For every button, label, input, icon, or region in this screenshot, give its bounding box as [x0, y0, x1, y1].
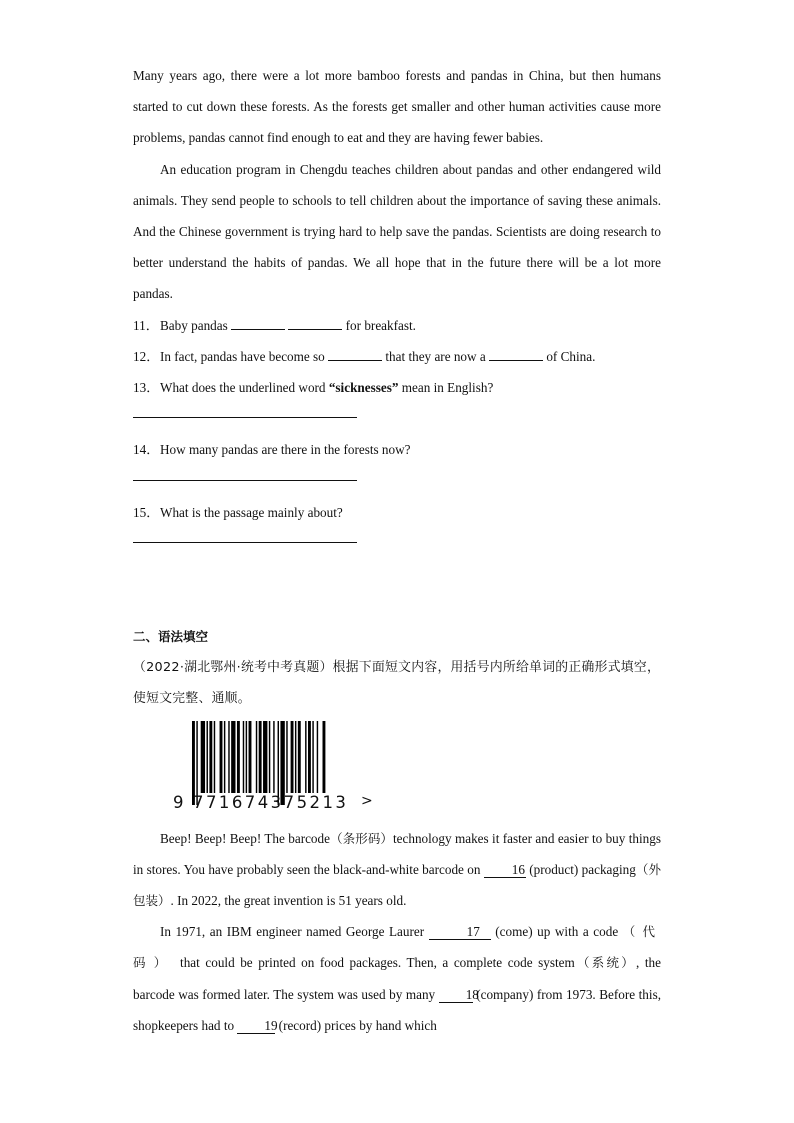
grammar-cn-note: （外包装）: [133, 861, 662, 909]
barcode-bar: [291, 721, 294, 793]
grammar-text: (come) up with a code: [495, 924, 619, 940]
barcode-bar: [273, 721, 274, 793]
barcode-bar: [295, 721, 296, 793]
passage-paragraph-1: Many years ago, there were a lot more bamboo forests and pandas in China, but then humans started to cut down these forests. As the forests get smaller and other human activities cause more problems, pandas cannot find enough to eat and they are having fewer babies.: [133, 68, 661, 146]
grammar-cn-note: （条形码）: [329, 830, 393, 846]
grammar-text: (company) from 1973. Before this, shopkeepers had to: [133, 986, 661, 1033]
question-number: 12．: [133, 348, 160, 364]
barcode-bar: [214, 721, 215, 793]
document-page: [133, 60, 661, 1041]
blank-19[interactable]: 19: [237, 1019, 275, 1034]
grammar-paragraph-1: [133, 823, 661, 917]
grammar-text: In 1971, an IBM engineer named George Laurer: [160, 924, 425, 940]
barcode-bar: [220, 721, 223, 793]
question-text: Baby pandas: [160, 317, 228, 333]
question-text: of China.: [546, 348, 596, 364]
grammar-text: . In 2022, the great invention is 51 years old.: [170, 893, 407, 909]
barcode-bar: [246, 721, 247, 793]
grammar-text: (product) packaging: [529, 861, 636, 877]
barcode-bar: [263, 721, 267, 793]
question-number: 14．: [133, 442, 160, 458]
barcode-bar: [249, 721, 252, 793]
barcode-bar: [259, 721, 262, 793]
blank-16[interactable]: 16: [484, 863, 526, 878]
question-14: [133, 434, 661, 465]
grammar-text: Beep! Beep! Beep! The barcode: [160, 830, 330, 846]
barcode-digits: 771674375213: [193, 792, 349, 812]
barcode-bar: [269, 721, 270, 793]
question-text: In fact, pandas have become so: [160, 348, 325, 364]
barcode-bar: [201, 721, 205, 793]
grammar-text: (record) prices by hand which: [278, 1017, 437, 1033]
answer-blank[interactable]: [328, 347, 382, 361]
barcode-arrow: >: [361, 792, 373, 809]
grammar-text: , the barcode was formed later. The system was used by many: [133, 955, 661, 1002]
answer-line[interactable]: [133, 417, 357, 418]
blank-18[interactable]: 18: [439, 988, 473, 1003]
barcode-bar: [231, 721, 235, 793]
question-text: mean in English?: [398, 380, 494, 396]
barcode-bar: [224, 721, 225, 793]
section-title: 二、语法填空: [133, 629, 209, 645]
barcode-bar: [237, 721, 240, 793]
answer-line[interactable]: [133, 480, 357, 481]
question-number: 11．: [133, 317, 159, 333]
barcode-bar: [243, 721, 244, 793]
answer-blank[interactable]: [489, 347, 543, 361]
barcode-bar: [207, 721, 208, 793]
blank-17[interactable]: 17: [429, 925, 491, 940]
barcode-bar: [317, 721, 318, 793]
barcode-bar: [256, 721, 257, 793]
grammar-cn-note: （代码）: [133, 924, 662, 971]
barcode-image: [173, 721, 661, 813]
answer-blank[interactable]: [231, 316, 285, 330]
question-number: 15．: [133, 504, 160, 520]
passage-paragraph-2: An education program in Chengdu teaches children about pandas and other endangered wild animals. They send people to schools to tell children about the importance of saving these animals. And the Chinese government is trying hard to help save the pandas. Scientists are doing research to better understand the habits of pandas. We all hope that in the future there will be a lot more pandas.: [133, 161, 661, 302]
grammar-paragraph-2: [133, 916, 661, 1041]
question-number: 13．: [133, 380, 160, 396]
question-text: What is the passage mainly about?: [160, 504, 343, 520]
section-instruction: （2022·湖北鄂州·统考中考真题）根据下面短文内容，用括号内所给单词的正确形式填空，使短文完整、通顺。: [133, 660, 661, 707]
answer-line[interactable]: [133, 542, 357, 543]
grammar-text: that could be printed on food packages. Then, a complete code system: [180, 955, 575, 971]
grammar-text: technology makes it faster and easier to buy things in stores. You have probably seen the black-and-white barcode on: [133, 830, 661, 877]
barcode-first-digit: 9: [173, 792, 184, 812]
barcode-bar: [312, 721, 313, 793]
barcode-bar: [308, 721, 311, 793]
answer-blank[interactable]: [288, 316, 342, 330]
question-text: that they are now a: [385, 348, 486, 364]
barcode-bar: [209, 721, 212, 793]
barcode-bar: [228, 721, 229, 793]
grammar-cn-note: （系统）: [574, 955, 637, 971]
question-13: [133, 372, 661, 403]
question-11: [133, 310, 661, 341]
question-text: What does the underlined word: [160, 380, 329, 396]
question-12: [133, 341, 661, 372]
question-text: How many pandas are there in the forests now?: [160, 442, 411, 458]
barcode-bar: [286, 721, 287, 793]
question-15: [133, 497, 661, 528]
question-text: for breakfast.: [345, 317, 416, 333]
barcode-bar: [323, 721, 326, 793]
bold-word: “sicknesses”: [328, 380, 399, 396]
barcode-bar: [298, 721, 301, 793]
barcode-bar: [305, 721, 306, 793]
